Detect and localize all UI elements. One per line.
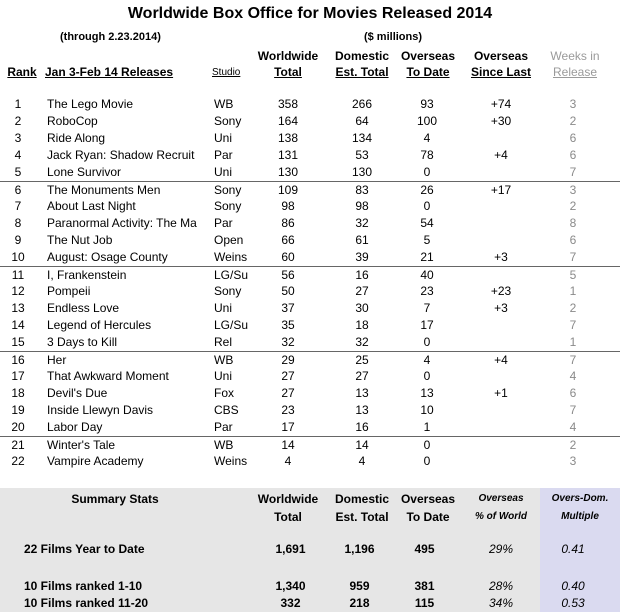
worldwide-cell: 29 [281, 353, 295, 367]
domestic-cell: 130 [351, 165, 373, 179]
overseas-since-last-cell: +30 [490, 114, 512, 128]
rank-cell: 21 [11, 438, 25, 452]
overseas-cell: 13 [420, 386, 434, 400]
summary-row [0, 594, 620, 612]
box-office-table [0, 96, 620, 470]
domestic-cell: 16 [355, 420, 369, 434]
worldwide-cell: 131 [277, 148, 299, 162]
studio-cell: Open [214, 233, 244, 247]
rank-cell: 15 [11, 335, 25, 349]
header-studio: Studio [212, 67, 241, 78]
studio-cell: LG/Su [214, 268, 249, 282]
summary-header-multiple: Overs-Dom. Multiple [551, 493, 609, 522]
worldwide-cell: 35 [281, 318, 295, 332]
studio-cell: Rel [214, 335, 233, 349]
domestic-cell: 266 [351, 97, 373, 111]
header-overseas-since-last: Overseas Since Last [470, 49, 532, 79]
table-row [0, 436, 620, 453]
overseas-cell: 100 [416, 114, 438, 128]
studio-cell: Uni [214, 165, 233, 179]
title-cell: Her [47, 353, 67, 367]
worldwide-cell: 27 [281, 369, 295, 383]
weeks-cell: 2 [569, 438, 577, 452]
rank-cell: 18 [11, 386, 25, 400]
weeks-cell: 8 [569, 216, 577, 230]
title-cell: Legend of Hercules [47, 318, 152, 332]
overseas-since-last-cell: +74 [490, 97, 512, 111]
rank-cell: 13 [11, 301, 25, 315]
summary-domestic: 959 [349, 579, 370, 593]
title-cell: Endless Love [47, 301, 120, 315]
summary-header-worldwide: Worldwide Total [257, 492, 319, 524]
title-cell: That Awkward Moment [47, 369, 169, 383]
rank-cell: 5 [14, 165, 22, 179]
title-cell: The Monuments Men [47, 183, 161, 197]
studio-cell: Par [214, 216, 233, 230]
title-cell: Winter's Tale [47, 438, 116, 452]
overseas-since-last-cell: +3 [494, 301, 508, 315]
overseas-since-last-cell: +17 [490, 183, 512, 197]
overseas-cell: 93 [420, 97, 434, 111]
overseas-cell: 4 [423, 353, 431, 367]
rank-cell: 22 [11, 454, 25, 468]
weeks-cell: 7 [569, 318, 577, 332]
studio-cell: Sony [214, 114, 242, 128]
worldwide-cell: 130 [277, 165, 299, 179]
worldwide-cell: 98 [281, 199, 295, 213]
report-subtitle: (through 2.23.2014) [60, 31, 161, 43]
rank-cell: 1 [14, 97, 22, 111]
units-label: ($ millions) [363, 31, 423, 43]
title-cell: 3 Days to Kill [47, 335, 118, 349]
rank-cell: 2 [14, 114, 22, 128]
studio-cell: WB [214, 353, 234, 367]
weeks-cell: 7 [569, 165, 577, 179]
worldwide-cell: 50 [281, 284, 295, 298]
worldwide-cell: 23 [281, 403, 295, 417]
rank-cell: 8 [14, 216, 22, 230]
title-cell: Vampire Academy [47, 454, 144, 468]
domestic-cell: 134 [351, 131, 373, 145]
table-row [0, 317, 620, 334]
table-row [0, 334, 620, 351]
studio-cell: Weins [214, 250, 248, 264]
overseas-cell: 0 [423, 438, 431, 452]
title-cell: Labor Day [47, 420, 103, 434]
overseas-cell: 26 [420, 183, 434, 197]
rank-cell: 11 [11, 268, 25, 282]
weeks-cell: 1 [569, 284, 577, 298]
worldwide-cell: 14 [281, 438, 295, 452]
studio-cell: Par [214, 420, 233, 434]
weeks-cell: 7 [569, 250, 577, 264]
worldwide-cell: 86 [281, 216, 295, 230]
worldwide-cell: 27 [281, 386, 295, 400]
weeks-cell: 6 [569, 148, 577, 162]
rank-cell: 17 [11, 369, 25, 383]
domestic-cell: 27 [355, 369, 369, 383]
rank-cell: 12 [11, 284, 25, 298]
summary-label: 10 Films ranked 11-20 [24, 596, 149, 610]
summary-heading: Summary Stats [71, 492, 159, 506]
rank-cell: 14 [11, 318, 25, 332]
worldwide-cell: 4 [284, 454, 292, 468]
studio-cell: LG/Su [214, 318, 249, 332]
weeks-cell: 2 [569, 199, 577, 213]
overseas-cell: 0 [423, 369, 431, 383]
table-row [0, 266, 620, 283]
domestic-cell: 14 [355, 438, 369, 452]
title-cell: The Lego Movie [47, 97, 134, 111]
rank-cell: 6 [14, 183, 22, 197]
table-row [0, 130, 620, 147]
studio-cell: Sony [214, 199, 242, 213]
title-cell: RoboCop [47, 114, 98, 128]
overseas-cell: 40 [420, 268, 434, 282]
summary-overseas: 115 [414, 596, 435, 610]
title-cell: Devil's Due [47, 386, 108, 400]
studio-cell: CBS [214, 403, 239, 417]
table-row [0, 96, 620, 113]
studio-cell: Uni [214, 301, 233, 315]
overseas-cell: 54 [420, 216, 434, 230]
overseas-since-last-cell: +4 [494, 148, 508, 162]
worldwide-cell: 17 [281, 420, 295, 434]
domestic-cell: 13 [355, 403, 369, 417]
domestic-cell: 16 [355, 268, 369, 282]
rank-cell: 9 [14, 233, 22, 247]
weeks-cell: 5 [569, 268, 577, 282]
overseas-cell: 4 [423, 131, 431, 145]
domestic-cell: 53 [355, 148, 369, 162]
overseas-cell: 21 [420, 250, 434, 264]
studio-cell: Uni [214, 131, 233, 145]
domestic-cell: 13 [355, 386, 369, 400]
overseas-cell: 5 [423, 233, 431, 247]
overseas-cell: 0 [423, 335, 431, 349]
rank-cell: 19 [11, 403, 25, 417]
worldwide-cell: 109 [277, 183, 299, 197]
overseas-since-last-cell: +1 [494, 386, 508, 400]
summary-header-overseas: Overseas To Date [400, 492, 456, 524]
rank-cell: 4 [14, 148, 22, 162]
worldwide-cell: 56 [281, 268, 295, 282]
header-overseas: Overseas To Date [400, 49, 456, 79]
domestic-cell: 39 [355, 250, 369, 264]
overseas-cell: 78 [420, 148, 434, 162]
weeks-cell: 7 [569, 403, 577, 417]
report-title: Worldwide Box Office for Movies Released 2014 [127, 5, 493, 22]
summary-multiple: 0.40 [561, 579, 585, 593]
table-row [0, 385, 620, 402]
rank-cell: 7 [14, 199, 22, 213]
domestic-cell: 4 [358, 454, 366, 468]
weeks-cell: 1 [569, 335, 577, 349]
summary-worldwide: 332 [280, 596, 301, 610]
domestic-cell: 64 [355, 114, 369, 128]
title-cell: Jack Ryan: Shadow Recruit [47, 148, 195, 162]
title-cell: About Last Night [47, 199, 136, 213]
overseas-cell: 1 [423, 420, 431, 434]
summary-label: 10 Films ranked 1-10 [24, 579, 143, 593]
summary-stats-panel [0, 488, 620, 612]
header-domestic: Domestic Est. Total [334, 49, 390, 79]
table-row [0, 113, 620, 130]
worldwide-cell: 37 [281, 301, 295, 315]
title-cell: August: Osage County [47, 250, 168, 264]
summary-multiple: 0.53 [561, 596, 585, 610]
table-row [0, 419, 620, 436]
weeks-cell: 4 [569, 369, 577, 383]
domestic-cell: 18 [355, 318, 369, 332]
overseas-cell: 0 [423, 454, 431, 468]
table-row [0, 249, 620, 266]
weeks-cell: 4 [569, 420, 577, 434]
title-cell: I, Frankenstein [47, 268, 127, 282]
table-row [0, 402, 620, 419]
weeks-cell: 2 [569, 301, 577, 315]
summary-row [0, 540, 620, 558]
table-row [0, 351, 620, 368]
weeks-cell: 3 [569, 97, 577, 111]
weeks-cell: 6 [569, 386, 577, 400]
table-row [0, 300, 620, 317]
summary-row [0, 577, 620, 595]
summary-overseas-pct: 34% [488, 596, 514, 610]
table-row [0, 232, 620, 249]
summary-label: 22 Films Year to Date [24, 542, 145, 556]
table-row [0, 147, 620, 164]
domestic-cell: 32 [355, 335, 369, 349]
table-row [0, 283, 620, 300]
worldwide-cell: 32 [281, 335, 295, 349]
table-row [0, 215, 620, 232]
studio-cell: Weins [214, 454, 248, 468]
summary-domestic: 1,196 [344, 542, 375, 556]
studio-cell: WB [214, 438, 234, 452]
studio-cell: Sony [214, 183, 242, 197]
header-worldwide: Worldwide Total [257, 49, 319, 79]
weeks-cell: 6 [569, 131, 577, 145]
table-row [0, 164, 620, 181]
weeks-cell: 3 [569, 454, 577, 468]
summary-header-overseas-pct: Overseas % of World [474, 493, 528, 522]
worldwide-cell: 60 [281, 250, 295, 264]
domestic-cell: 30 [355, 301, 369, 315]
worldwide-cell: 358 [277, 97, 299, 111]
domestic-cell: 25 [355, 353, 369, 367]
studio-cell: Fox [214, 386, 235, 400]
table-row [0, 181, 620, 198]
studio-cell: WB [214, 97, 234, 111]
summary-overseas: 495 [414, 542, 435, 556]
overseas-cell: 17 [420, 318, 434, 332]
studio-cell: Par [214, 148, 233, 162]
summary-worldwide: 1,340 [275, 579, 306, 593]
weeks-cell: 3 [569, 183, 577, 197]
rank-cell: 20 [11, 420, 25, 434]
summary-worldwide: 1,691 [275, 542, 306, 556]
rank-cell: 3 [14, 131, 22, 145]
summary-header-domestic: Domestic Est. Total [334, 492, 390, 524]
header-rank: Rank [7, 65, 37, 79]
domestic-cell: 32 [355, 216, 369, 230]
weeks-cell: 2 [569, 114, 577, 128]
overseas-since-last-cell: +23 [490, 284, 512, 298]
worldwide-cell: 164 [277, 114, 299, 128]
domestic-cell: 98 [355, 199, 369, 213]
overseas-cell: 0 [423, 165, 431, 179]
domestic-cell: 61 [355, 233, 369, 247]
table-row [0, 198, 620, 215]
overseas-cell: 23 [420, 284, 434, 298]
title-cell: Pompeii [47, 284, 91, 298]
rank-cell: 10 [11, 250, 25, 264]
weeks-cell: 6 [569, 233, 577, 247]
summary-overseas-pct: 28% [488, 579, 514, 593]
header-releases: Jan 3-Feb 14 Releases [45, 65, 174, 79]
header-weeks-in-release: Weeks in Release [550, 49, 600, 79]
summary-overseas-pct: 29% [488, 542, 514, 556]
title-cell: Ride Along [47, 131, 106, 145]
title-cell: Lone Survivor [47, 165, 122, 179]
title-cell: The Nut Job [47, 233, 113, 247]
overseas-cell: 7 [423, 301, 431, 315]
table-row [0, 453, 620, 470]
rank-cell: 16 [11, 353, 25, 367]
title-cell: Paranormal Activity: The Ma [47, 216, 197, 230]
overseas-cell: 0 [423, 199, 431, 213]
domestic-cell: 27 [355, 284, 369, 298]
weeks-cell: 7 [569, 353, 577, 367]
worldwide-cell: 66 [281, 233, 295, 247]
title-cell: Inside Llewyn Davis [47, 403, 154, 417]
worldwide-cell: 138 [277, 131, 299, 145]
studio-cell: Sony [214, 284, 242, 298]
overseas-since-last-cell: +3 [494, 250, 508, 264]
summary-overseas: 381 [414, 579, 435, 593]
studio-cell: Uni [214, 369, 233, 383]
table-row [0, 368, 620, 385]
overseas-since-last-cell: +4 [494, 353, 508, 367]
summary-multiple: 0.41 [561, 542, 585, 556]
overseas-cell: 10 [420, 403, 434, 417]
domestic-cell: 83 [355, 183, 369, 197]
summary-domestic: 218 [349, 596, 370, 610]
